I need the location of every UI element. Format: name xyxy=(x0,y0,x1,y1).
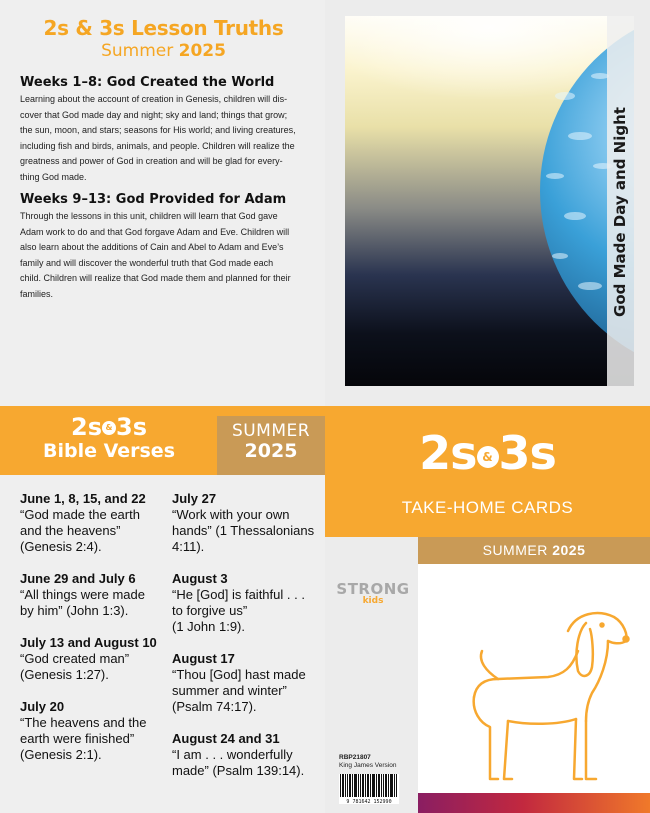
unit-1-line: Learning about the account of creation in Genesis, children will dis- xyxy=(20,94,288,104)
front-season: SUMMER xyxy=(482,542,548,558)
verse-line: earth were finished” xyxy=(20,731,135,746)
lesson-truths-panel xyxy=(0,0,325,406)
verses-season: SUMMER xyxy=(231,421,311,441)
unit-2-heading: Weeks 9–13: God Provided for Adam xyxy=(20,192,287,207)
verse-date: July 20 xyxy=(20,699,65,714)
barcode-number: 9 781642 152990 xyxy=(346,799,392,804)
unit-1-line: the sun, moon, and stars; seasons for His world; and living creatures, xyxy=(20,125,296,135)
verse-date: August 17 xyxy=(172,651,235,666)
verse-line: (Psalm 74:17). xyxy=(172,699,257,714)
verse-line: “The heavens and the xyxy=(20,715,147,730)
logo-amp: & xyxy=(477,446,499,468)
truths-title: 2s & 3s Lesson Truths xyxy=(43,16,284,40)
brand-bottom: kids xyxy=(362,596,384,606)
verse-line: to forgive us” xyxy=(172,603,248,618)
unit-2-line: also learn about the additions of Cain and Abel to Adam and Eve’s xyxy=(20,242,284,252)
front-cover xyxy=(325,406,650,813)
cover-illustration xyxy=(345,16,634,386)
verse-line: (Genesis 2:1). xyxy=(20,747,102,762)
verse-item xyxy=(172,571,320,635)
version-label: King James Version xyxy=(339,762,397,769)
sku-code: RBP21807 xyxy=(339,754,371,761)
verse-line: by him” (John 1:3). xyxy=(20,603,129,618)
verse-line: “Thou [God] hast made xyxy=(172,667,306,682)
unit-1-heading: Weeks 1–8: God Created the World xyxy=(20,75,275,90)
color-bar xyxy=(418,793,650,813)
truths-season xyxy=(20,40,307,62)
verse-line: “All things were made xyxy=(20,587,145,602)
verse-item xyxy=(172,731,320,779)
verse-line: made” (Psalm 139:14). xyxy=(172,763,305,778)
barcode xyxy=(339,774,399,804)
unit-1-body xyxy=(20,92,307,185)
unit-2 xyxy=(20,191,307,302)
verse-item xyxy=(20,571,180,619)
verse-date: July 27 xyxy=(172,491,217,506)
unit-2-body xyxy=(20,209,307,302)
verse-line: “God made the earth xyxy=(20,507,140,522)
logo-2s: 2s xyxy=(71,413,102,441)
verse-line: “He [God] is faithful . . . xyxy=(172,587,305,602)
unit-1-line: greatness and power of God in creation and will be glad for every- xyxy=(20,156,283,166)
verse-line: (Genesis 1:27). xyxy=(20,667,109,682)
verse-item xyxy=(20,491,180,555)
strong-kids-logo xyxy=(333,580,413,606)
verses-logo-mark xyxy=(0,414,218,440)
verses-column-right xyxy=(172,491,320,795)
unit-1-line: thing God made. xyxy=(20,171,87,182)
unit-2-line: Adam work to do and that God forgave Adam and Eve. Children will xyxy=(20,226,290,237)
unit-1-line: including fish and birds, animals, and people. Children will realize the xyxy=(20,140,295,151)
cover-caption: God Made Day and Night xyxy=(611,107,629,317)
unit-2-line: family and will discover the wonderful truth that God made each xyxy=(20,257,274,268)
verse-line: “Work with your own xyxy=(172,507,290,522)
logo-amp: & xyxy=(102,421,116,435)
verse-date: June 1, 8, 15, and 22 xyxy=(20,491,146,506)
barcode-icon xyxy=(339,774,399,804)
verse-line: hands” (1 Thessalonians xyxy=(172,523,315,538)
verse-date: August 24 and 31 xyxy=(172,731,280,746)
front-logo xyxy=(325,428,650,478)
dog-icon xyxy=(468,601,648,791)
unit-2-line: families. xyxy=(20,288,54,299)
verse-line: “God created man” xyxy=(20,651,130,666)
logo-3s: 3s xyxy=(116,413,147,441)
verses-logo-subtitle: Bible Verses xyxy=(42,440,176,462)
verse-item xyxy=(172,651,320,715)
verse-date: August 3 xyxy=(172,571,228,586)
verses-column-left xyxy=(20,491,180,779)
product-info xyxy=(339,754,396,770)
verse-line: and the heavens” xyxy=(20,523,121,538)
truths-year: 2025 xyxy=(178,41,226,61)
verse-item xyxy=(20,635,180,683)
bible-verses-header xyxy=(0,406,325,475)
verse-date: July 13 and August 10 xyxy=(20,635,157,650)
front-side-strip xyxy=(325,537,418,813)
logo-2s: 2s xyxy=(419,426,477,480)
truths-season-label: Summer xyxy=(101,41,174,61)
verse-line: (1 John 1:9). xyxy=(172,619,245,634)
unit-1-line: cover that God made day and night; sky and land; things that grow; xyxy=(20,109,288,120)
front-year: 2025 xyxy=(552,542,586,558)
verse-line: (Genesis 2:4). xyxy=(20,539,102,554)
unit-2-line: Through the lessons in this unit, children will learn that God gave xyxy=(20,211,278,221)
verse-line: 4:11). xyxy=(172,539,205,554)
bible-verses-list xyxy=(0,475,325,813)
verse-item xyxy=(172,491,320,555)
verse-line: “I am . . . wonderfully xyxy=(172,747,293,762)
verses-logo xyxy=(0,414,218,462)
verses-season-box xyxy=(217,416,325,475)
earth-illustration xyxy=(345,16,634,386)
verse-date: June 29 and July 6 xyxy=(20,571,136,586)
verses-year: 2025 xyxy=(244,440,298,462)
verse-line: summer and winter” xyxy=(172,683,287,698)
verse-item xyxy=(20,699,180,763)
unit-2-line: child. Children will realize that God made them and planned for their xyxy=(20,273,291,283)
brand-top: STRONG xyxy=(336,580,410,598)
front-subtitle: TAKE-HOME CARDS xyxy=(401,498,574,517)
front-season-bar xyxy=(418,537,650,564)
logo-3s: 3s xyxy=(498,426,556,480)
unit-1 xyxy=(20,74,307,185)
